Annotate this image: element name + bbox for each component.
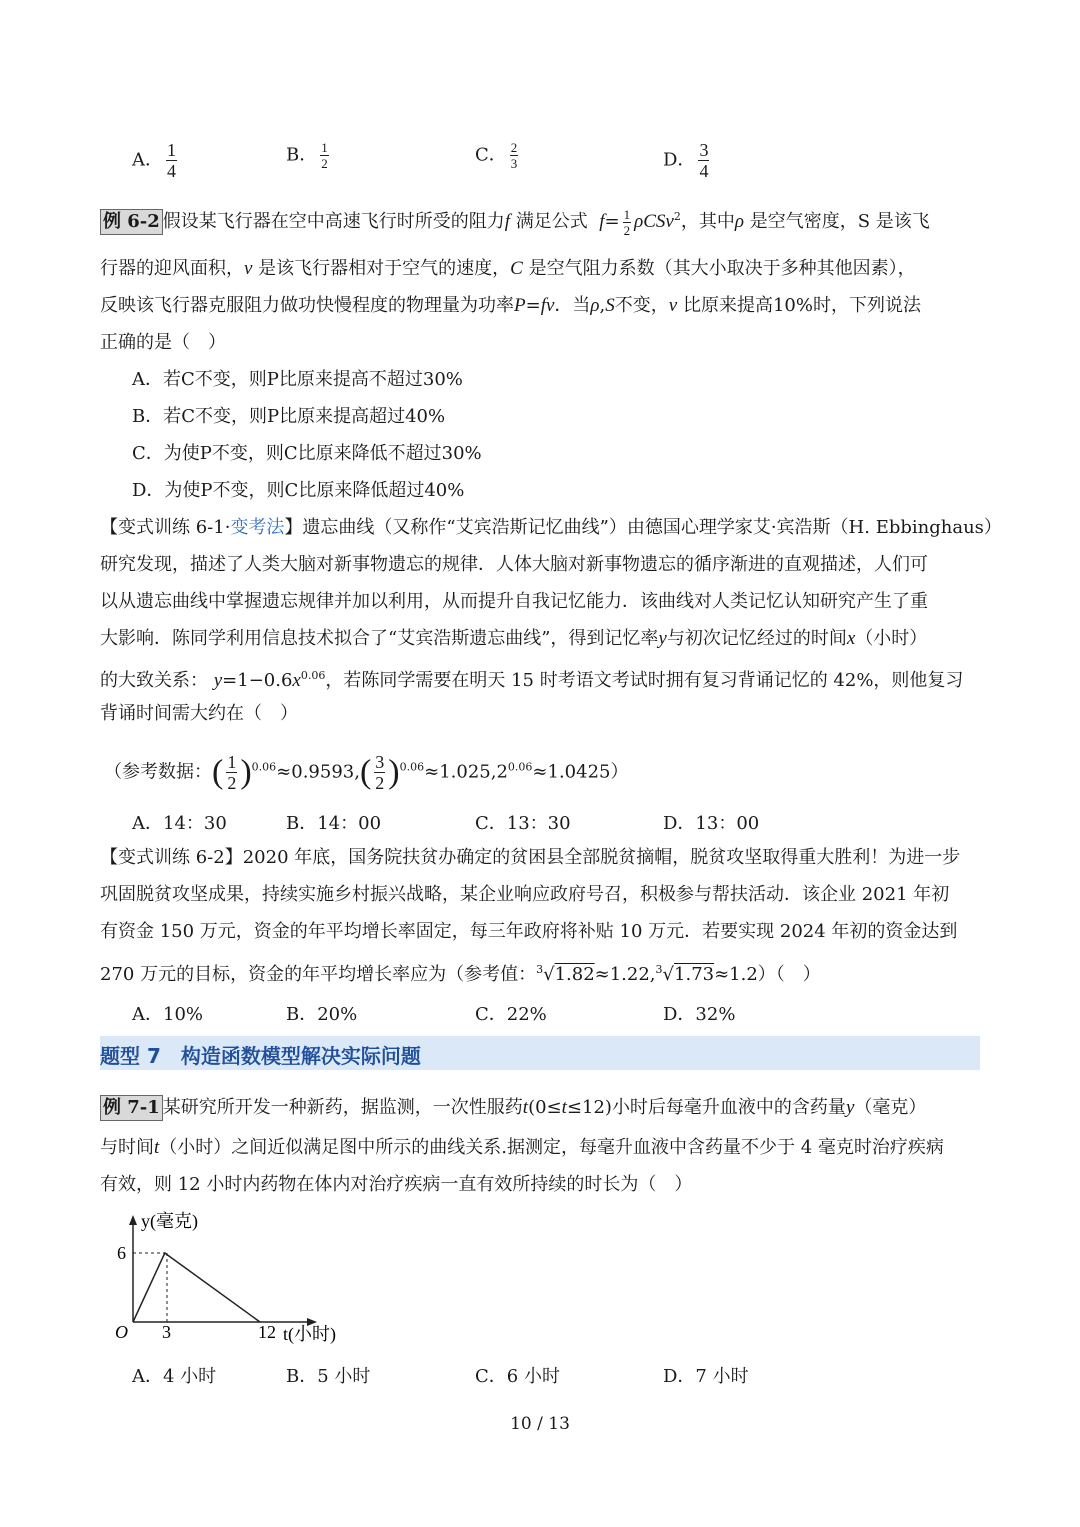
ex62-option-c: C．为使P不变，则C比原来降低不超过30% xyxy=(132,443,482,464)
var62-option-a: A．10% xyxy=(132,1004,204,1025)
ex62-option-d: D．为使P不变，则C比原来降低超过40% xyxy=(132,480,465,501)
ex71-line1: 例 7-1 某研究所开发一种新药，据监测，一次性服药t(0≤t≤12)小时后每毫升血液中的含药量y（毫克） xyxy=(100,1095,926,1121)
ex71-option-b: B．5 小时 xyxy=(286,1366,371,1387)
section-title: 题型 7 构造函数模型解决实际问题 xyxy=(100,1044,421,1068)
var62-option-d: D．32% xyxy=(663,1004,736,1025)
ex62-line4: 正确的是（ ） xyxy=(100,332,226,353)
var62-line1: 【变式训练 6-2】2020 年底，国务院扶贫办确定的贫困县全部脱贫摘帽，脱贫攻坚取得重大胜利！为进一步 xyxy=(100,847,961,868)
var61-option-a: A．14：30 xyxy=(132,813,227,834)
var61-line6: 背诵时间需大约在（ ） xyxy=(100,703,298,724)
var61-option-d: D．13：00 xyxy=(663,813,760,834)
ex62-line3: 反映该飞行器克服阻力做功快慢程度的物理量为功率P=fv．当ρ,S不变，v 比原来提高10%时，下列说法 xyxy=(100,295,921,316)
var62-option-c: C．22% xyxy=(475,1004,547,1025)
page-number: 10 / 13 xyxy=(510,1414,570,1434)
var61-line5: 的大致关系： $y=1-0.6x^{0.06}$，若陈同学需要在明天 15 时考语文考试时拥有复习背诵记忆的 42%，则他复习 xyxy=(100,669,964,691)
y-axis-label: y(毫克) xyxy=(141,1211,198,1231)
option-a: A． $\frac{1}{4}$ xyxy=(132,140,176,181)
method-tag: 变考法 xyxy=(230,517,285,538)
tick-x-12: 12 xyxy=(258,1322,276,1342)
example-tag: 例 7-1 xyxy=(100,1095,163,1121)
var61-reference: （参考数据：( $\frac{1}{2}$ )$^{0.06}$≈0.9593,( $\frac{3}{2}$ )$^{0.06}\approx 1.025,2^{0.06}\approx 1.0425$） xyxy=(104,752,629,793)
option-c: C． $\frac{2}{3}$ xyxy=(475,140,518,171)
option-b: B． $\frac{1}{2}$ xyxy=(286,140,328,171)
var62-line2: 巩固脱贫攻坚成果，持续实施乡村振兴战略，某企业响应政府号召，积极参与帮扶活动．该企业 2021 年初 xyxy=(100,884,950,905)
origin-label: O xyxy=(115,1322,128,1342)
ex62-option-a: A．若C不变，则P比原来提高不超过30% xyxy=(132,369,463,390)
var61-option-c: C．13：30 xyxy=(475,813,571,834)
var62-option-b: B．20% xyxy=(286,1004,358,1025)
ex71-option-d: D．7 小时 xyxy=(663,1366,749,1387)
example-tag: 例 6-2 xyxy=(100,209,163,235)
section-header xyxy=(100,1036,980,1070)
drug-concentration-graph xyxy=(95,1205,365,1355)
concentration-curve xyxy=(133,1253,260,1322)
ex62-line2: 行器的迎风面积，v 是该飞行器相对于空气的速度，C 是空气阻力系数（其大小取决于多种其他因素）， xyxy=(100,258,916,279)
ex62-option-b: B．若C不变，则P比原来提高超过40% xyxy=(132,406,446,427)
ex71-option-a: A．4 小时 xyxy=(132,1366,217,1387)
tick-x-3: 3 xyxy=(162,1322,171,1342)
var61-line1: 【变式训练 6-1·变考法】遗忘曲线（又称作“艾宾浩斯记忆曲线”）由德国心理学家艾·宾浩斯（H. Ebbinghaus） xyxy=(100,517,1002,538)
var61-option-b: B．14：00 xyxy=(286,813,382,834)
ex71-option-c: C．6 小时 xyxy=(475,1366,560,1387)
option-d: D． $\frac{3}{4}$ xyxy=(663,140,709,181)
var61-line3: 以从遗忘曲线中掌握遗忘规律并加以利用，从而提升自我记忆能力．该曲线对人类记忆认知研究产生了重 xyxy=(100,591,928,612)
var62-line4: 270 万元的目标，资金的年平均增长率应为（参考值：$^3$√1.82≈1.22,$^3$√1.73≈1.2）（ ） xyxy=(100,963,821,985)
y-axis-arrow xyxy=(129,1215,137,1225)
var62-line3: 有资金 150 万元，资金的年平均增长率固定，每三年政府将补贴 10 万元．若要实现 2024 年初的资金达到 xyxy=(100,921,958,942)
ex71-line2: 与时间t（小时）之间近似满足图中所示的曲线关系.据测定，每毫升血液中含药量不少于 4 毫克时治疗疾病 xyxy=(100,1137,944,1158)
var61-line4: 大影响．陈同学利用信息技术拟合了“艾宾浩斯遗忘曲线”，得到记忆率y与初次记忆经过的时间x（小时） xyxy=(100,628,928,649)
tick-y-6: 6 xyxy=(117,1243,126,1263)
ex62-line1: 例 6-2 假设某飞行器在空中高速飞行时所受的阻力f 满足公式 f= $\frac{1}{2}$ ρCSv$^2$，其中ρ 是空气密度，S 是该飞 xyxy=(100,205,930,238)
ex71-line3: 有效，则 12 小时内药物在体内对治疗疾病一直有效所持续的时长为（ ） xyxy=(100,1174,693,1195)
x-axis-label: t(小时) xyxy=(283,1324,336,1344)
var61-line2: 研究发现，描述了人类大脑对新事物遗忘的规律．人体大脑对新事物遗忘的循序渐进的直观描述，人们可 xyxy=(100,554,928,575)
